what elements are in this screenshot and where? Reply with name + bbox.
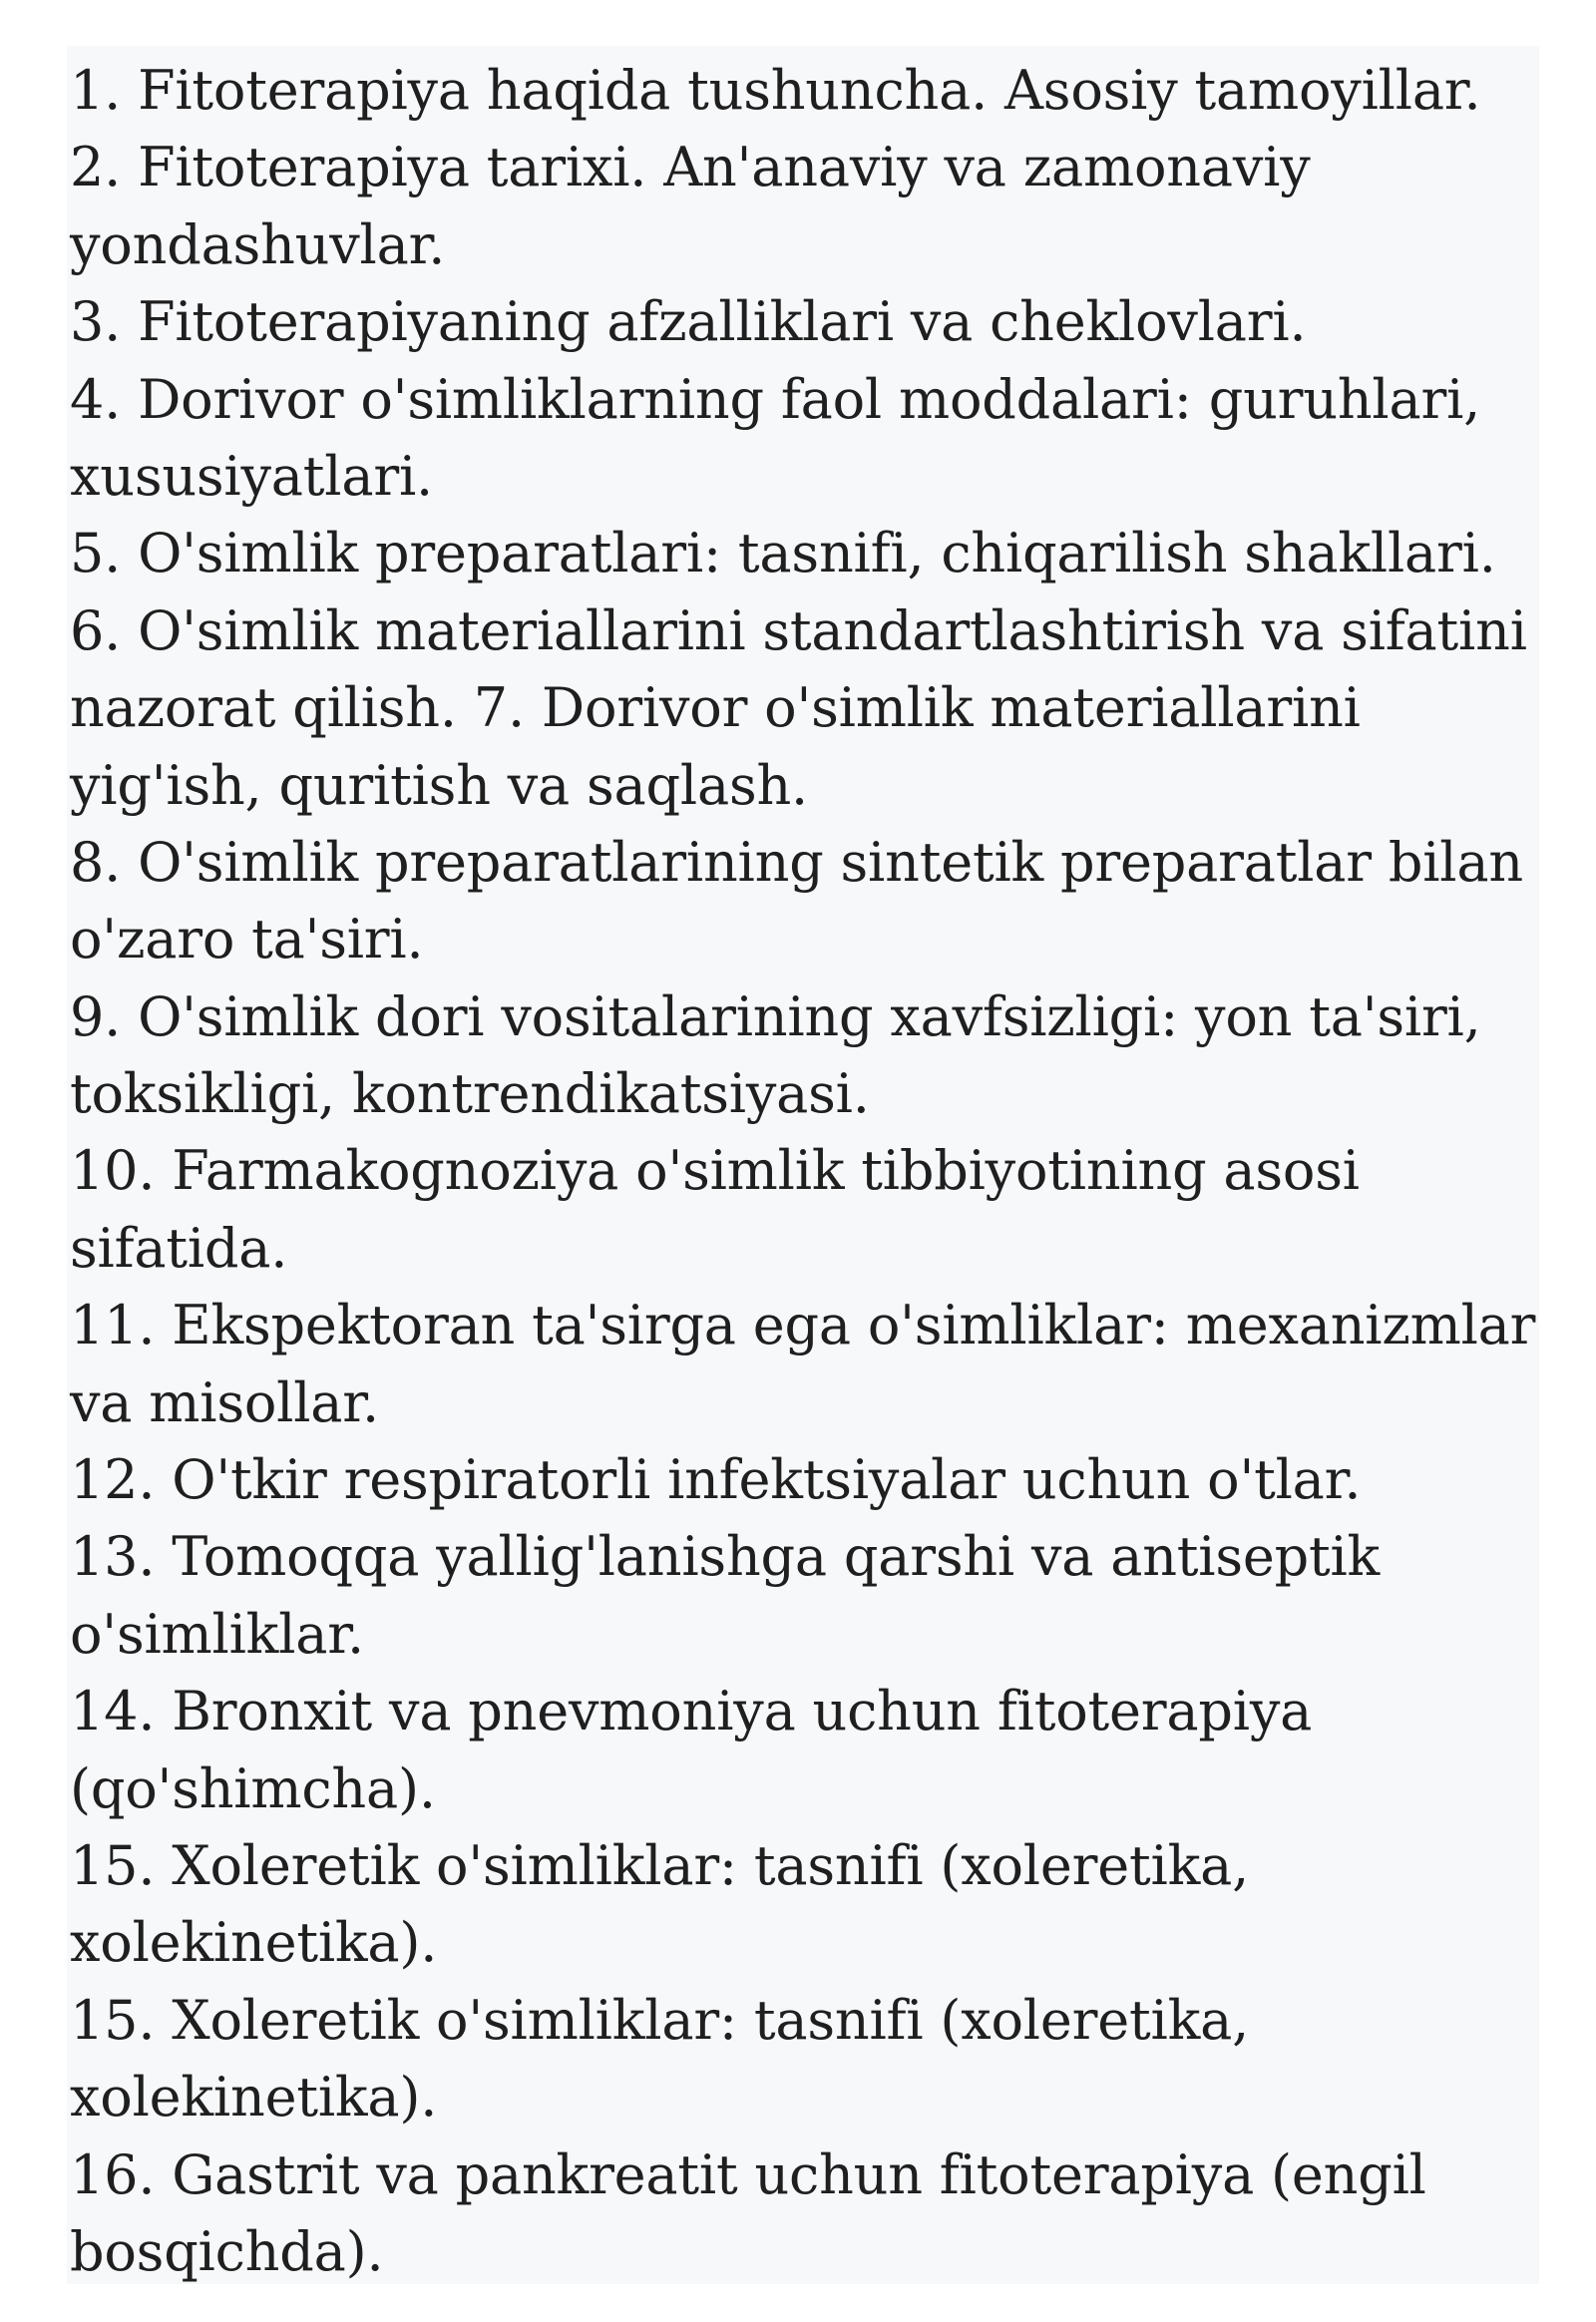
text-line: 5. O'simlik preparatlari: tasnifi, chiqarilish shakllari. <box>70 522 1496 585</box>
text-line: o'zaro ta'siri. <box>70 908 424 971</box>
text-line: 12. O'tkir respiratorli infektsiyalar uchun o'tlar. <box>70 1448 1362 1512</box>
text-line: sifatida. <box>70 1216 288 1280</box>
text-line: 8. O'simlik preparatlarining sintetik preparatlar bilan <box>70 830 1523 894</box>
text-line: 4. Dorivor o'simliklarning faol moddalari: guruhlari, <box>70 367 1481 431</box>
text-line: nazorat qilish. 7. Dorivor o'simlik materiallarini <box>70 676 1361 740</box>
topic-list-text-block <box>67 46 1539 2284</box>
text-line: bosqichda). <box>70 2219 384 2283</box>
text-line: o'simliklar. <box>70 1602 364 1666</box>
text-line: 9. O'simlik dori vositalarining xavfsizligi: yon ta'siri, <box>70 984 1481 1048</box>
text-line: 15. Xoleretik o'simliklar: tasnifi (xoleretika, <box>70 1988 1250 2052</box>
text-line: 13. Tomoqqa yallig'lanishga qarshi va antiseptik <box>70 1525 1381 1589</box>
text-line: 3. Fitoterapiyaning afzalliklari va cheklovlari. <box>70 290 1307 354</box>
text-line: va misollar. <box>70 1370 379 1434</box>
text-line: 2. Fitoterapiya tarixi. An'anaviy va zamonaviy <box>70 136 1311 199</box>
text-line: 15. Xoleretik o'simliklar: tasnifi (xoleretika, <box>70 1833 1250 1897</box>
text-line: 1. Fitoterapiya haqida tushuncha. Asosiy tamoyillar. <box>70 59 1481 122</box>
text-line: 6. O'simlik materiallarini standartlashtirish va sifatini <box>70 598 1527 662</box>
text-line: 10. Farmakognoziya o'simlik tibbiyotining asosi <box>70 1139 1360 1203</box>
text-line: yondashuvlar. <box>70 212 446 276</box>
text-line: xususiyatlari. <box>70 444 434 508</box>
text-line: toksikligi, kontrendikatsiyasi. <box>70 1062 870 1126</box>
text-line: yig'ish, quritish va saqlash. <box>70 753 808 817</box>
text-line: xolekinetika). <box>70 1911 438 1975</box>
text-line: 14. Bronxit va pnevmoniya uchun fitoterapiya <box>70 1680 1313 1743</box>
text-line: 16. Gastrit va pankreatit uchun fitoterapiya (engil <box>70 2142 1426 2206</box>
text-line: xolekinetika). <box>70 2066 438 2129</box>
text-line: 11. Ekspektoran ta'sirga ega o'simliklar: mexanizmlar <box>70 1294 1536 1357</box>
text-line: (qo'shimcha). <box>70 1756 436 1820</box>
